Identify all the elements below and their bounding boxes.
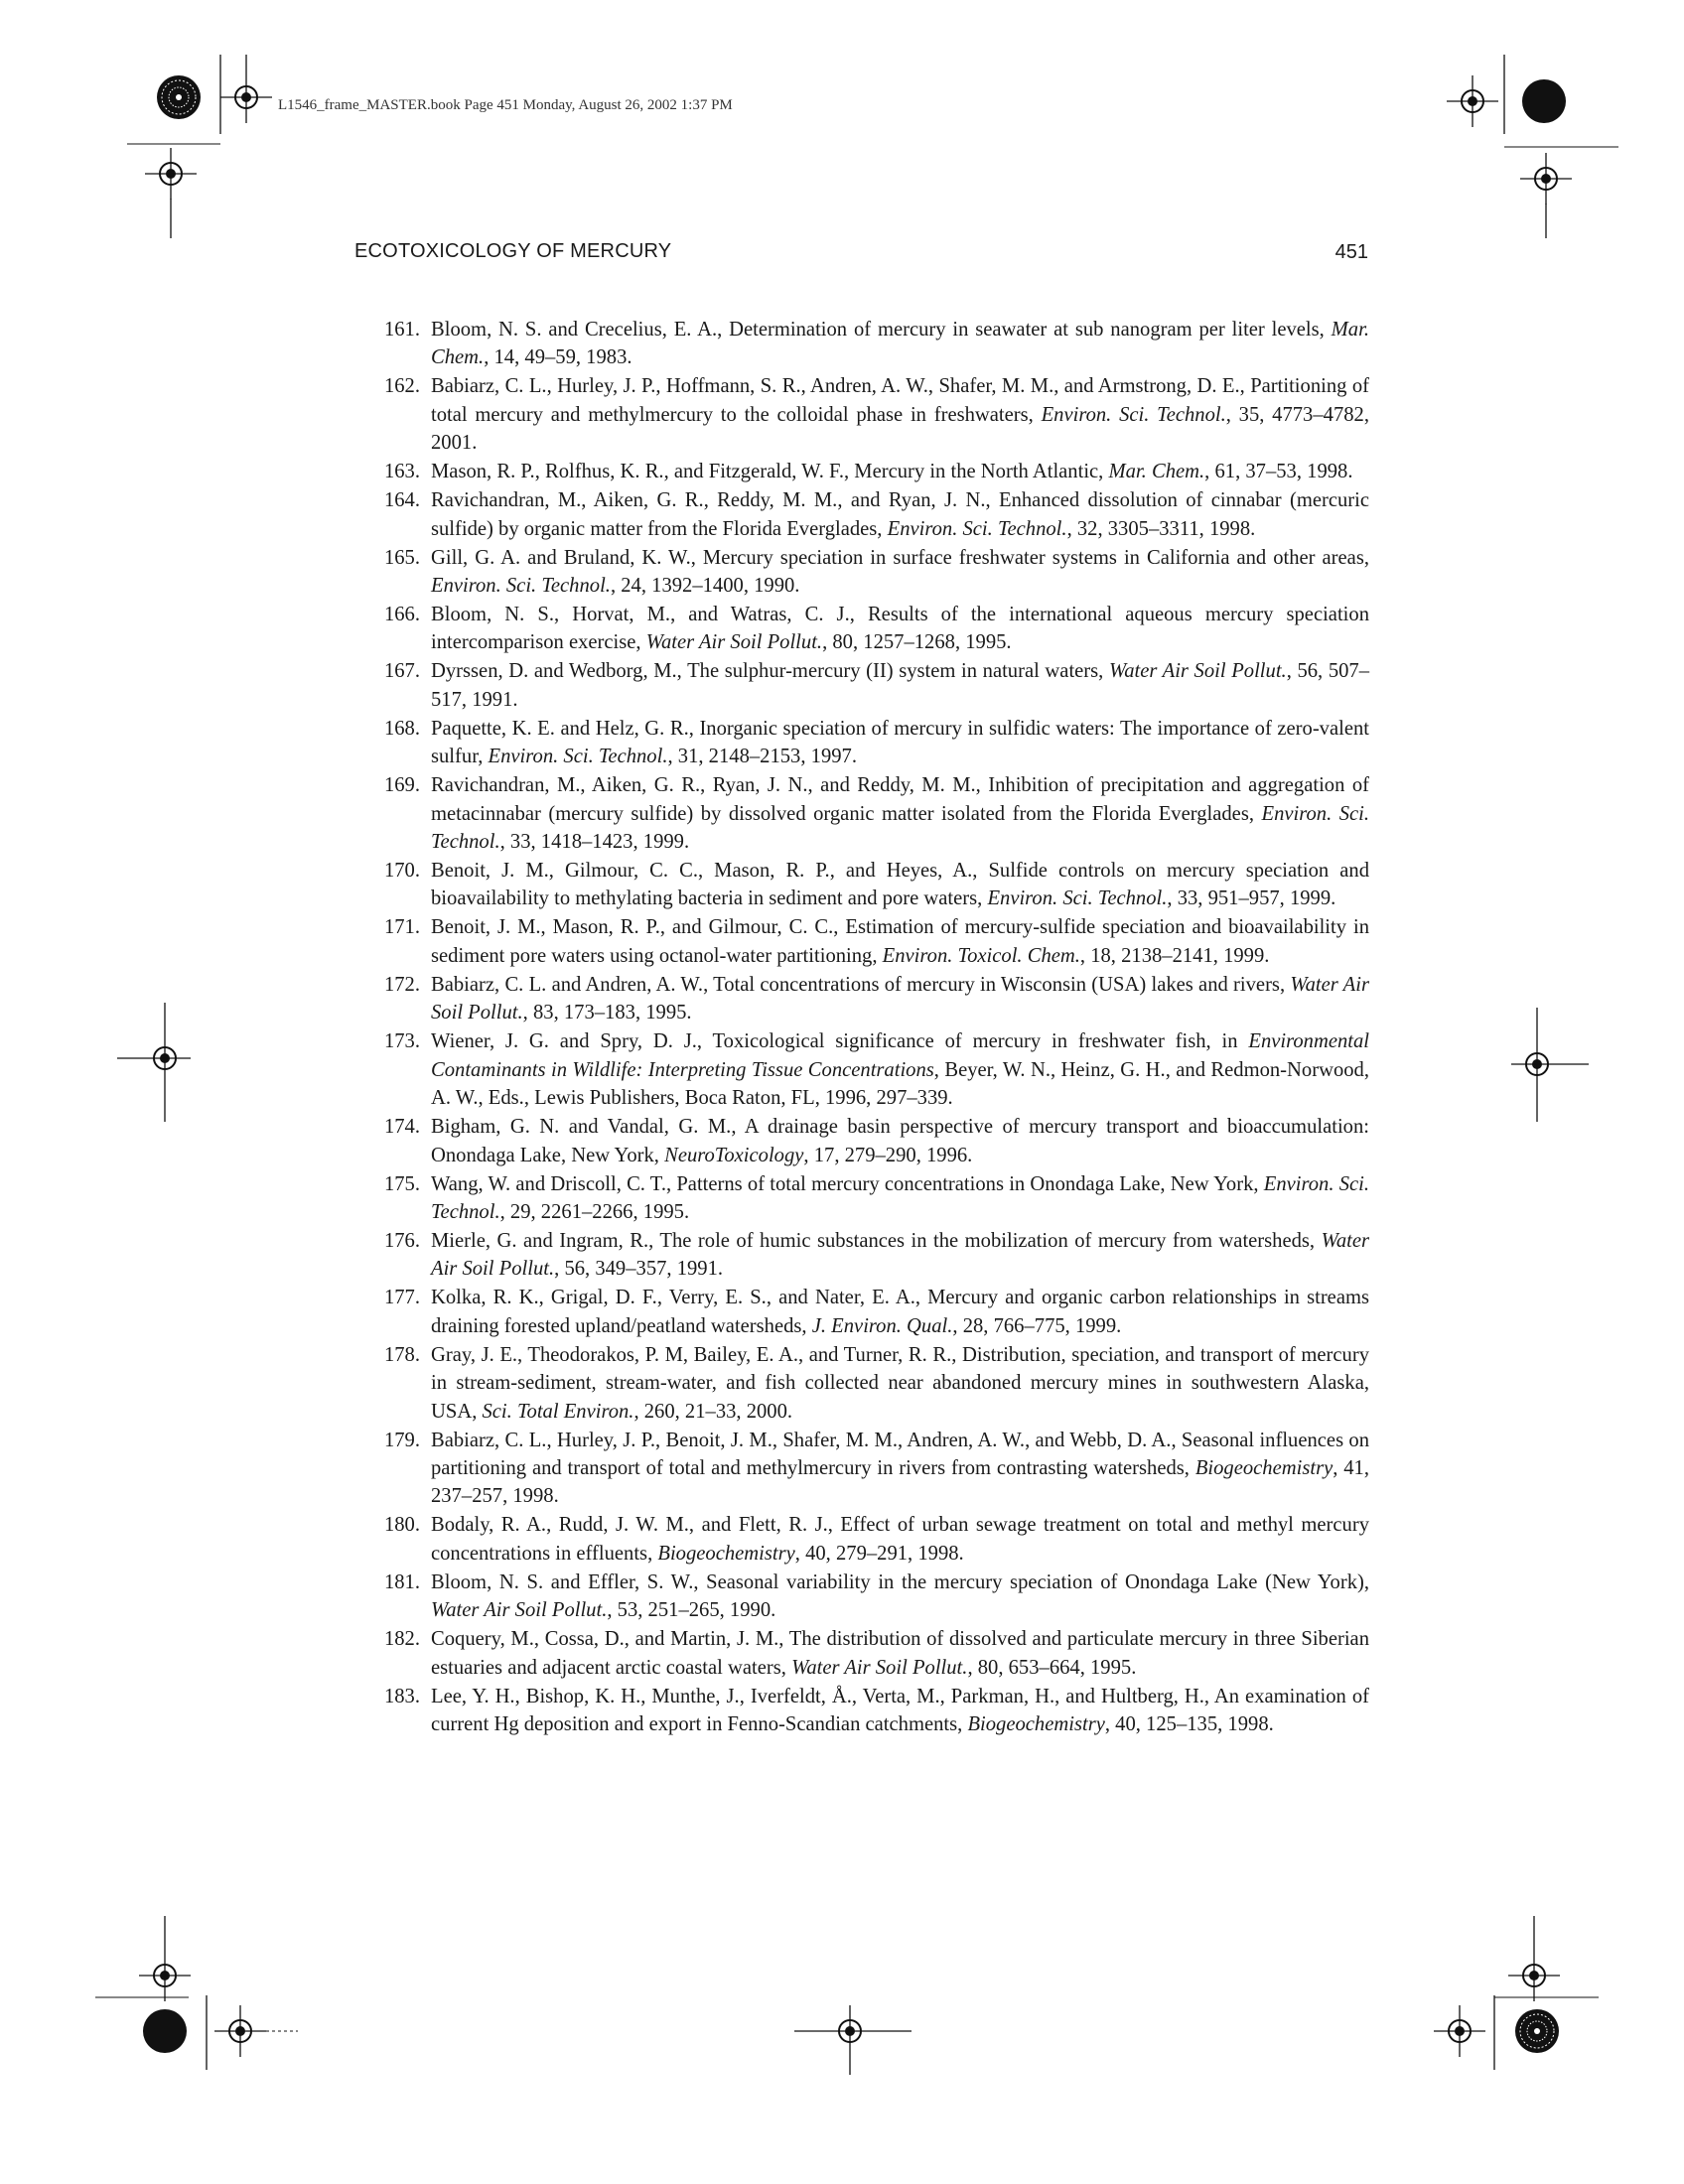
reference-source-title: Biogeochemistry bbox=[657, 1542, 795, 1565]
reference-number: 166. bbox=[383, 604, 420, 626]
reference-source-title: Environ. Sci. Technol. bbox=[488, 746, 668, 768]
reference-number: 174. bbox=[383, 1116, 420, 1139]
registration-mark-bottom-right bbox=[1508, 1950, 1560, 2001]
registration-mark-top-left bbox=[220, 71, 272, 123]
reference-text: , 33, 951–957, 1999. bbox=[1167, 887, 1336, 910]
reference-number: 167. bbox=[383, 660, 420, 683]
reference-entry bbox=[368, 316, 1369, 372]
reference-entry bbox=[368, 657, 1369, 714]
reference-entry bbox=[368, 458, 1369, 485]
solid-circle-mark-bottom-left bbox=[143, 2009, 187, 2053]
reference-text: , 18, 2138–2141, 1999. bbox=[1079, 944, 1270, 967]
reference-number: 179. bbox=[383, 1429, 420, 1451]
reference-entry bbox=[368, 1427, 1369, 1511]
reference-source-title: Water Air Soil Pollut. bbox=[791, 1656, 968, 1679]
reference-text: , 41, 237–257, 1998. bbox=[431, 1456, 1369, 1508]
reference-text: Bloom, N. S., Horvat, M., and Watras, C. J., Results of the international aqueous mercury speciation intercomparison exercise, bbox=[431, 604, 1369, 654]
reference-entry bbox=[368, 486, 1369, 543]
reference-number: 171. bbox=[383, 916, 420, 939]
page-number: 451 bbox=[1334, 241, 1368, 263]
reference-number: 162. bbox=[383, 375, 420, 398]
registration-mark-bottom-left bbox=[139, 1950, 191, 2001]
reference-source-title: NeuroToxicology bbox=[664, 1144, 804, 1166]
reference-text: Wiener, J. G. and Spry, D. J., Toxicological significance of mercury in freshwater fish, in bbox=[431, 1030, 1249, 1053]
reference-number: 165. bbox=[383, 546, 420, 569]
reference-text: Gray, J. E., Theodorakos, P. M, Bailey, E. A., and Turner, R. R., Distribution, speciation, and transport of mercury in stream-sediment, stream-water, and fish collected near abandoned mercury mines in southwestern Alaska, USA, bbox=[431, 1343, 1369, 1423]
reference-text: , 260, 21–33, 2000. bbox=[633, 1400, 793, 1423]
reference-entry bbox=[368, 1227, 1369, 1284]
reference-text: Ravichandran, M., Aiken, G. R., Ryan, J. N., and Reddy, M. M., Inhibition of precipitation and aggregation of metacinnabar (mercury sulfide) by dissolved organic matter isolated from the Florida Everglades, bbox=[431, 774, 1369, 825]
reference-source-title: Environ. Sci. Technol. bbox=[431, 802, 1370, 854]
reference-text: , 61, 37–53, 1998. bbox=[1204, 461, 1353, 483]
reference-source-title: Biogeochemistry bbox=[1194, 1456, 1333, 1479]
reference-text: , 17, 279–290, 1996. bbox=[803, 1144, 973, 1166]
starburst-mark-top-left bbox=[157, 75, 201, 119]
reference-text: Bodaly, R. A., Rudd, J. W. M., and Flett, R. J., Effect of urban sewage treatment on total and methyl mercury concentrations in effluents, bbox=[431, 1514, 1369, 1565]
reference-entry bbox=[368, 601, 1369, 657]
running-head: ECOTOXICOLOGY OF MERCURY bbox=[354, 240, 672, 262]
reference-number: 175. bbox=[383, 1172, 420, 1195]
reference-text: , 31, 2148–2153, 1997. bbox=[667, 746, 857, 768]
reference-source-title: Environ. Sci. Technol. bbox=[887, 517, 1067, 540]
reference-entry bbox=[368, 1341, 1369, 1426]
reference-number: 168. bbox=[383, 717, 420, 740]
reference-text: Bigham, G. N. and Vandal, G. M., A drainage basin perspective of mercury transport and bioaccumulation: Onondaga Lake, New York, bbox=[431, 1116, 1369, 1166]
reference-source-title: Mar. Chem. bbox=[431, 319, 1369, 369]
registration-mark-mid-left bbox=[139, 1032, 191, 1084]
reference-number: 177. bbox=[383, 1287, 420, 1309]
reference-number: 180. bbox=[383, 1514, 420, 1537]
reference-entry bbox=[368, 544, 1369, 601]
reference-text: , 56, 349–357, 1991. bbox=[554, 1258, 724, 1281]
reference-text: Coquery, M., Cossa, D., and Martin, J. M., The distribution of dissolved and particulate mercury in three Siberian estuaries and adjacent arctic coastal waters, bbox=[431, 1628, 1369, 1679]
reference-source-title: Biogeochemistry bbox=[967, 1712, 1105, 1735]
solid-circle-mark-top-right bbox=[1522, 79, 1566, 123]
reference-text: Ravichandran, M., Aiken, G. R., Reddy, M. M., and Ryan, J. N., Enhanced dissolution of cinnabar (mercuric sulfide) by organic matter from the Florida Everglades, bbox=[431, 489, 1369, 540]
reference-number: 181. bbox=[383, 1570, 420, 1593]
reference-entry bbox=[368, 1683, 1369, 1739]
reference-entry bbox=[368, 715, 1369, 771]
reference-source-title: Water Air Soil Pollut. bbox=[431, 1229, 1369, 1281]
reference-text: , Beyer, W. N., Heinz, G. H., and Redmon-Norwood, A. W., Eds., Lewis Publishers, Boca Raton, FL, 1996, 297–339. bbox=[431, 1058, 1369, 1110]
reference-entry bbox=[368, 771, 1369, 856]
reference-entry bbox=[368, 1027, 1369, 1112]
reference-source-title: Water Air Soil Pollut. bbox=[431, 973, 1370, 1024]
reference-number: 170. bbox=[383, 860, 420, 883]
reference-text: Mason, R. P., Rolfhus, K. R., and Fitzgerald, W. F., Mercury in the North Atlantic, bbox=[431, 461, 1109, 483]
reference-text: Benoit, J. M., Mason, R. P., and Gilmour, C. C., Estimation of mercury-sulfide speciation and bioavailability in sediment pore waters using octanol-water partitioning, bbox=[431, 916, 1369, 967]
reference-text: , 53, 251–265, 1990. bbox=[607, 1599, 776, 1622]
reference-source-title: Environ. Toxicol. Chem. bbox=[882, 944, 1080, 967]
reference-source-title: Water Air Soil Pollut. bbox=[645, 631, 823, 654]
reference-text: Dyrssen, D. and Wedborg, M., The sulphur-mercury (II) system in natural waters, bbox=[431, 660, 1109, 683]
reference-number: 163. bbox=[383, 461, 420, 483]
reference-entry bbox=[368, 1625, 1369, 1682]
reference-entry bbox=[368, 971, 1369, 1027]
reference-text: , 80, 653–664, 1995. bbox=[967, 1656, 1137, 1679]
registration-mark-mid-right bbox=[1511, 1038, 1563, 1090]
reference-text: , 35, 4773–4782, 2001. bbox=[431, 403, 1369, 455]
reference-entry bbox=[368, 1113, 1369, 1169]
reference-text: Gill, G. A. and Bruland, K. W., Mercury speciation in surface freshwater systems in California and other areas, bbox=[431, 546, 1369, 569]
registration-mark-right-upper bbox=[1520, 153, 1572, 205]
reference-entry bbox=[368, 857, 1369, 913]
reference-source-title: Mar. Chem. bbox=[1108, 461, 1205, 483]
starburst-mark-bottom-right bbox=[1515, 2009, 1559, 2053]
frame-slug: L1546_frame_MASTER.book Page 451 Monday, August 26, 2002 1:37 PM bbox=[278, 97, 733, 113]
reference-number: 182. bbox=[383, 1628, 420, 1651]
reference-text: , 33, 1418–1423, 1999. bbox=[499, 831, 690, 854]
reference-entry bbox=[368, 1284, 1369, 1340]
reference-source-title: Environ. Sci. Technol. bbox=[431, 1172, 1369, 1223]
reference-text: Benoit, J. M., Gilmour, C. C., Mason, R. P., and Heyes, A., Sulfide controls on mercury speciation and bioavailability to methylating bacteria in sediment and pore waters, bbox=[431, 860, 1369, 910]
reference-number: 172. bbox=[383, 973, 420, 996]
reference-text: , 83, 173–183, 1995. bbox=[522, 1002, 692, 1024]
reference-source-title: Environmental Contaminants in Wildlife: Interpreting Tissue Concentrations bbox=[431, 1030, 1369, 1081]
reference-source-title: Water Air Soil Pollut. bbox=[431, 1599, 608, 1622]
reference-source-title: Environ. Sci. Technol. bbox=[987, 887, 1168, 910]
reference-number: 169. bbox=[383, 774, 420, 797]
reference-text: , 40, 125–135, 1998. bbox=[1104, 1712, 1274, 1735]
reference-source-title: Sci. Total Environ. bbox=[482, 1400, 634, 1423]
reference-source-title: J. Environ. Qual. bbox=[811, 1314, 953, 1337]
reference-text: , 32, 3305–3311, 1998. bbox=[1066, 517, 1256, 540]
reference-text: , 24, 1392–1400, 1990. bbox=[610, 575, 800, 598]
reference-number: 164. bbox=[383, 489, 420, 512]
reference-text: , 14, 49–59, 1983. bbox=[484, 346, 632, 369]
reference-number: 183. bbox=[383, 1685, 420, 1707]
registration-mark-left-upper bbox=[145, 148, 197, 200]
reference-number: 176. bbox=[383, 1229, 420, 1252]
reference-text: Bloom, N. S. and Effler, S. W., Seasonal variability in the mercury speciation of Onondaga Lake (New York), bbox=[431, 1570, 1369, 1593]
registration-mark-top-right bbox=[1447, 75, 1498, 127]
reference-entry bbox=[368, 1511, 1369, 1568]
reference-source-title: Water Air Soil Pollut. bbox=[1108, 660, 1287, 683]
reference-text: Paquette, K. E. and Helz, G. R., Inorganic speciation of mercury in sulfidic waters: The importance of zero-valent sulfur, bbox=[431, 717, 1369, 768]
reference-number: 173. bbox=[383, 1030, 420, 1053]
reference-entry bbox=[368, 1170, 1369, 1227]
registration-mark-bottom-right-inner bbox=[1434, 2005, 1485, 2057]
reference-entry bbox=[368, 372, 1369, 457]
reference-entry bbox=[368, 1569, 1369, 1625]
registration-mark-bottom-left-inner bbox=[214, 2005, 266, 2057]
reference-text: Babiarz, C. L., Hurley, J. P., Benoit, J. M., Shafer, M. M., Andren, A. W., and Webb, D. A., Seasonal influences on partitioning and transport of total and methylmercury in rivers from contrasting watersheds, bbox=[431, 1429, 1369, 1479]
reference-source-title: Environ. Sci. Technol. bbox=[1041, 403, 1226, 426]
reference-entry bbox=[368, 913, 1369, 970]
reference-source-title: Environ. Sci. Technol. bbox=[431, 575, 611, 598]
registration-mark-bottom-center bbox=[824, 2005, 876, 2057]
reference-text: Babiarz, C. L. and Andren, A. W., Total concentrations of mercury in Wisconsin (USA) lakes and rivers, bbox=[431, 973, 1291, 996]
reference-text: , 80, 1257–1268, 1995. bbox=[822, 631, 1012, 654]
reference-text: Mierle, G. and Ingram, R., The role of humic substances in the mobilization of mercury from watersheds, bbox=[431, 1229, 1322, 1252]
reference-text: Wang, W. and Driscoll, C. T., Patterns of total mercury concentrations in Onondaga Lake, New York, bbox=[431, 1172, 1264, 1195]
reference-text: , 56, 507–517, 1991. bbox=[431, 660, 1370, 711]
reference-text: , 29, 2261–2266, 1995. bbox=[499, 1200, 690, 1223]
reference-text: Babiarz, C. L., Hurley, J. P., Hoffmann, S. R., Andren, A. W., Shafer, M. M., and Armstrong, D. E., Partitioning of total mercury and methylmercury to the colloidal phase in freshwaters, bbox=[431, 375, 1369, 426]
reference-number: 178. bbox=[383, 1343, 420, 1366]
reference-text: Bloom, N. S. and Crecelius, E. A., Determination of mercury in seawater at sub nanogram per liter levels, bbox=[431, 319, 1332, 341]
reference-text: , 28, 766–775, 1999. bbox=[952, 1314, 1122, 1337]
reference-text: , 40, 279–291, 1998. bbox=[794, 1542, 964, 1565]
reference-number: 161. bbox=[383, 319, 420, 341]
reference-list bbox=[368, 316, 1369, 1739]
reference-text: Kolka, R. K., Grigal, D. F., Verry, E. S., and Nater, E. A., Mercury and organic carbon relationships in streams draining forested upland/peatland watersheds, bbox=[431, 1287, 1369, 1337]
reference-text: Lee, Y. H., Bishop, K. H., Munthe, J., Iverfeldt, Å., Verta, M., Parkman, H., and Hultberg, H., An examination of current Hg deposition and export in Fenno-Scandian catchments, bbox=[431, 1685, 1369, 1735]
